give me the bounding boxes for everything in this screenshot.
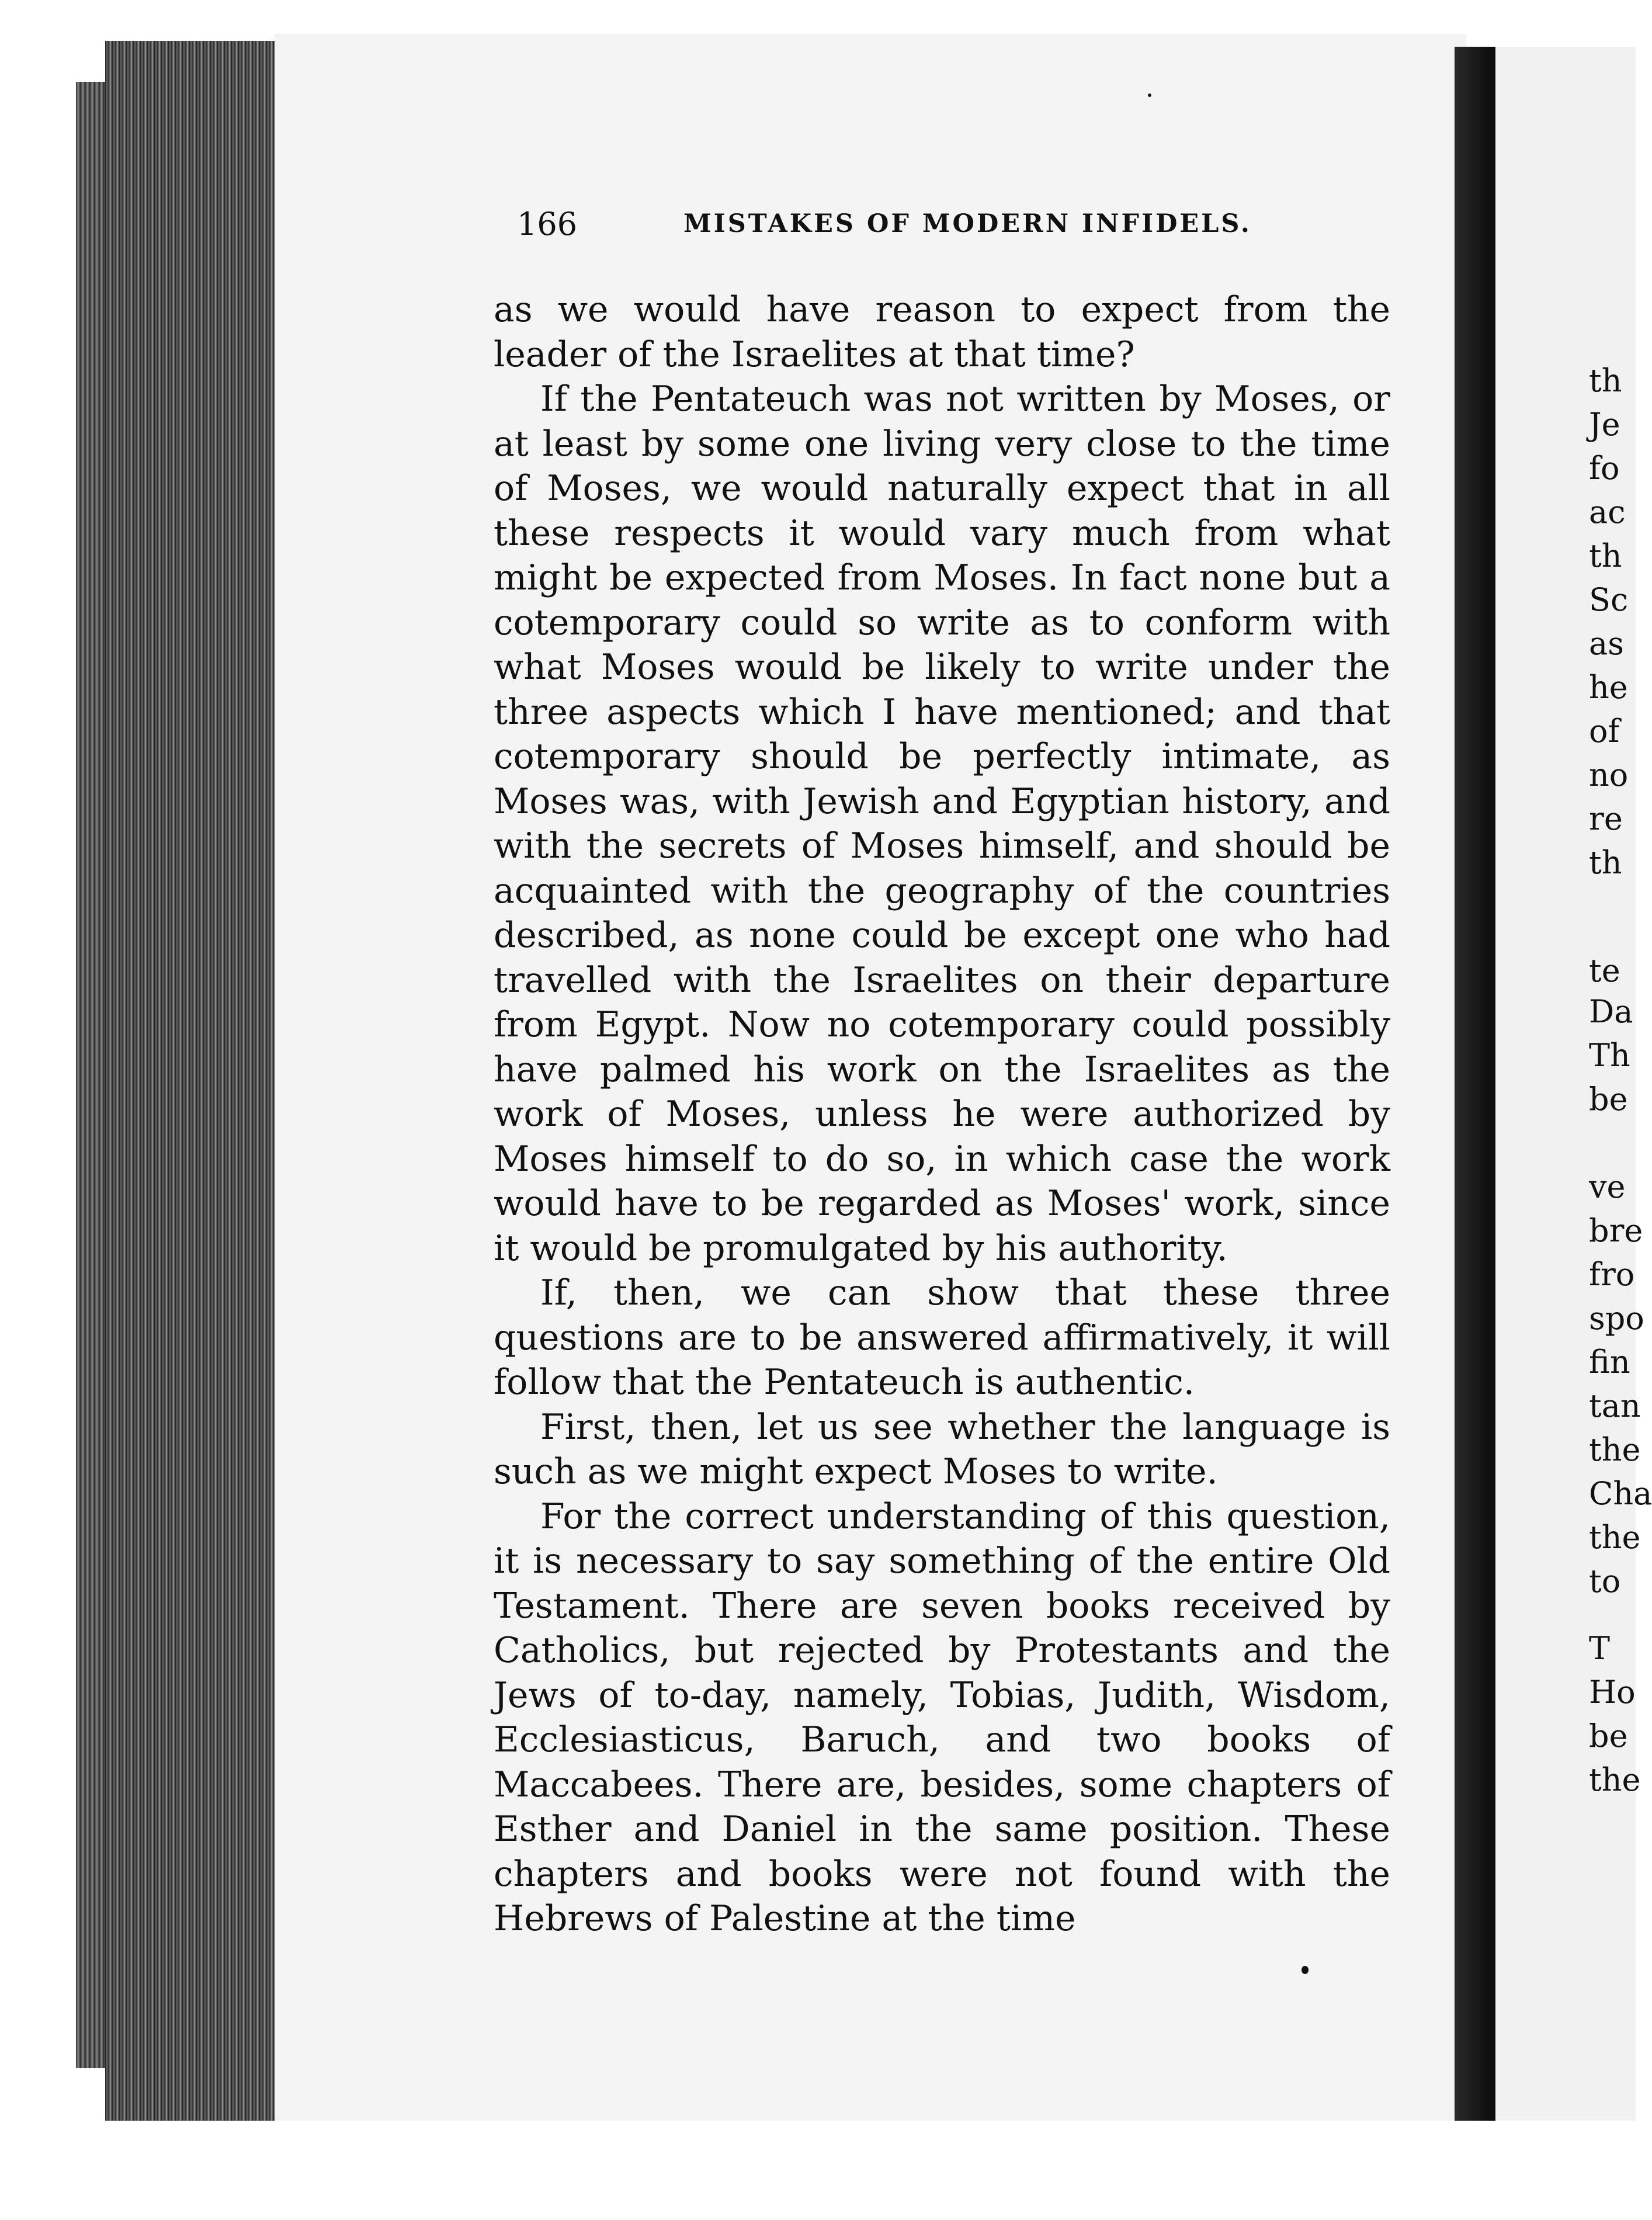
running-head xyxy=(517,206,1252,252)
facing-page-line: ve xyxy=(1589,1168,1626,1205)
facing-page-line: to xyxy=(1589,1563,1621,1600)
facing-page-line: th xyxy=(1589,537,1622,574)
facing-page-line: fin xyxy=(1589,1344,1630,1380)
paragraph: If, then, we can show that these three questions are to be answered affirmatively, it will follow that the Pentateuch is authentic. xyxy=(494,1272,1390,1403)
facing-page-line: Sc xyxy=(1589,581,1629,618)
facing-page-line: Je xyxy=(1589,406,1620,443)
facing-page-line: th xyxy=(1589,362,1622,399)
facing-page-line: T xyxy=(1589,1630,1611,1667)
paragraph: For the correct understanding of this question, it is necessary to say something of the entire Old Testament. There are seven books received by Catholics, but rejected by Protestants and the Jews of to-day, namely, Tobias, Judith, Wisdom, Ecclesiasticus, Baruch, and two books of Maccabees. There are, besides, some chapters of Esther and Daniel in the same position. These chapters and books were not found with the Hebrews of Palestine at the time xyxy=(494,1496,1390,1939)
facing-page-line: Ho xyxy=(1589,1674,1636,1711)
facing-page-line: bre xyxy=(1589,1212,1643,1249)
facing-page-line: the xyxy=(1589,1431,1641,1468)
book-gutter xyxy=(1455,47,1495,2121)
running-title: MISTAKES OF MODERN INFIDELS. xyxy=(683,209,1252,238)
facing-page-line: the xyxy=(1589,1761,1641,1798)
facing-page-line: th xyxy=(1589,844,1622,881)
facing-page-line: Th xyxy=(1589,1037,1630,1074)
facing-page-line: tan xyxy=(1589,1388,1641,1424)
body-text xyxy=(494,287,1390,1941)
facing-page-line: spo xyxy=(1589,1300,1644,1337)
paragraph: First, then, let us see whether the language is such as we might expect Moses to write. xyxy=(494,1406,1390,1492)
facing-page-line: he xyxy=(1589,669,1628,706)
facing-page-line: be xyxy=(1589,1081,1628,1118)
facing-page-line: be xyxy=(1589,1718,1628,1754)
ink-speck xyxy=(1148,93,1151,97)
facing-page-line: as xyxy=(1589,625,1624,662)
paragraph: If the Pentateuch was not written by Moses, or at least by some one living very close to the time of Moses, we would naturally expect that in all these respects it would vary much from what might be expected from Moses. In fact none but a cotemporary could so write as to conform with what Moses would be likely to write under the three aspects which I have mentioned; and that cotemporary should be perfectly intimate, as Moses was, with Jewish and Egyptian history, and with the secrets of Moses himself, and should be acquainted with the geography of the countries described, as none could be except one who had travelled with the Israelites on their departure from Egypt. Now no cotemporary could possibly have palmed his work on the Israelites as the work of Moses, unless he were authorized by Moses himself to do so, in which case the work would have to be regarded as Moses' work, since it would be promulgated by his authority. xyxy=(494,379,1390,1269)
facing-page-line: Da xyxy=(1589,993,1633,1030)
facing-page-line: ac xyxy=(1589,494,1626,530)
ink-speck xyxy=(1302,1966,1309,1974)
facing-page-line: Cha xyxy=(1589,1475,1652,1512)
facing-page-line: fo xyxy=(1589,450,1620,487)
facing-page-line: no xyxy=(1589,757,1629,793)
facing-page-line: re xyxy=(1589,800,1623,837)
facing-page-line: fro xyxy=(1589,1256,1635,1293)
paragraph: as we would have reason to expect from the leader of the Israelites at that time? xyxy=(494,289,1390,375)
facing-page-line: of xyxy=(1589,713,1620,750)
page-number: 166 xyxy=(517,206,578,242)
facing-page-line: the xyxy=(1589,1519,1641,1556)
facing-page-line: te xyxy=(1589,952,1620,989)
